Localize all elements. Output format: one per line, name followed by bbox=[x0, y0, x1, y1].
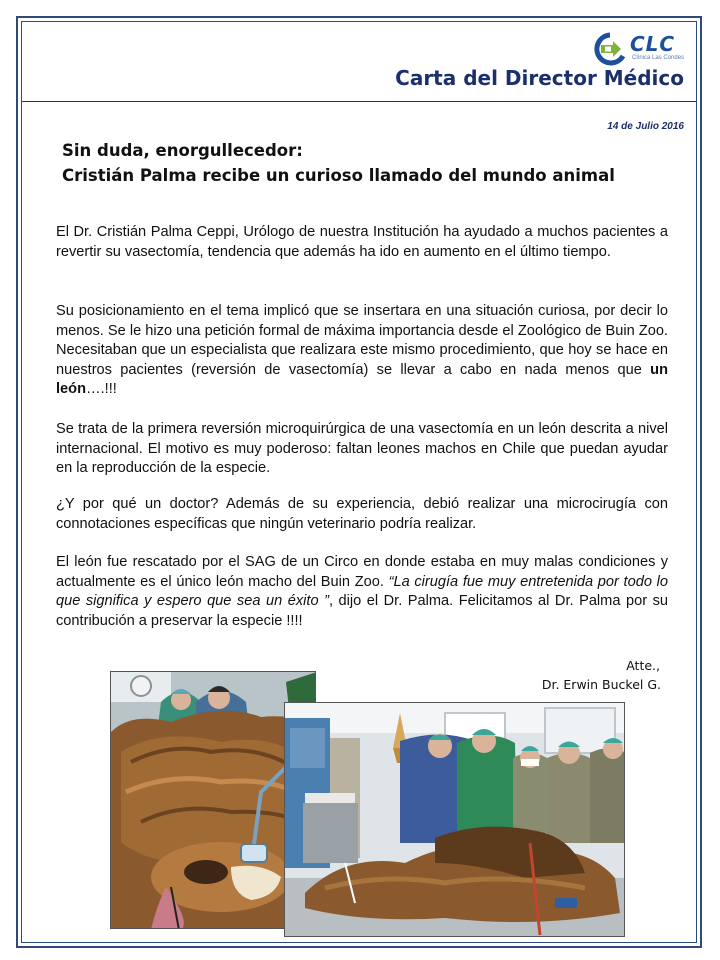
paragraph-5-quote: “La cirugía fue muy entretenida por todo lo que significa y espero que sea un éxito ” bbox=[56, 573, 669, 609]
logo-name: CLC bbox=[630, 32, 676, 56]
headline-line-2: Cristián Palma recibe un curioso llamado del mundo animal bbox=[62, 166, 615, 185]
header-divider bbox=[22, 101, 696, 102]
paragraph-2-text: Su posicionamiento en el tema implicó que se insertara en una situación curiosa, por decir lo menos. Se le hizo una petición formal de máxima importancia desde el Zoológico de Buin Zoo. Necesitaban que un especialista que realizara este mismo procedimiento, que hoy se hace en nuestros pacientes (reversión de vasectomía) se llevar a cabo en nada menos que bbox=[56, 303, 668, 378]
photo-surgical-team bbox=[284, 702, 625, 937]
signature-closing: Atte., bbox=[626, 658, 660, 673]
logo-subtitle: Clínica Las Condes bbox=[632, 55, 685, 61]
paragraph-4-text: ¿Y por qué un doctor? Además de su experiencia, debió realizar una microcirugía con connotaciones específicas que ningún veterinario podría realizar. bbox=[56, 496, 668, 532]
paragraph-5-text: El león fue rescatado por el SAG de un Circo en donde estaba en muy malas condiciones y actualmente es el único león macho del Buin Zoo. bbox=[56, 554, 668, 590]
paragraph-3-text: Se trata de la primera reversión microquirúrgica de una vasectomía en un león descrita a nivel internacional. El motivo es muy poderoso: faltan leones machos en Chile que puedan ayudar en la reproducción de la especie. bbox=[56, 421, 668, 476]
clc-logo-mark-icon bbox=[592, 32, 628, 66]
page-title: Carta del Director Médico bbox=[395, 66, 684, 90]
paragraph-2 bbox=[56, 302, 668, 400]
paragraph-2-ending: ….!!! bbox=[86, 381, 117, 397]
paragraph-5 bbox=[56, 553, 668, 631]
paragraph-5-ending: , dijo el Dr. Palma. Felicitamos al Dr. Palma por su contribución a preservar la especie !!!! bbox=[56, 593, 668, 629]
paragraph-4 bbox=[56, 495, 668, 534]
signature-name: Dr. Erwin Buckel G. bbox=[541, 677, 661, 692]
letter-date: 14 de Julio 2016 bbox=[607, 121, 684, 132]
paragraph-1 bbox=[56, 223, 668, 262]
clc-logo bbox=[592, 32, 688, 68]
paragraph-1-text: El Dr. Cristián Palma Ceppi, Urólogo de nuestra Institución ha ayudado a muchos pacientes a revertir su vasectomía, tendencia que además ha ido en aumento en el último tiempo. bbox=[56, 224, 668, 260]
paragraph-3 bbox=[56, 420, 668, 479]
paragraph-2-emphasis: un león bbox=[56, 361, 668, 397]
headline-line-1: Sin duda, enorgullecedor: bbox=[62, 141, 303, 160]
